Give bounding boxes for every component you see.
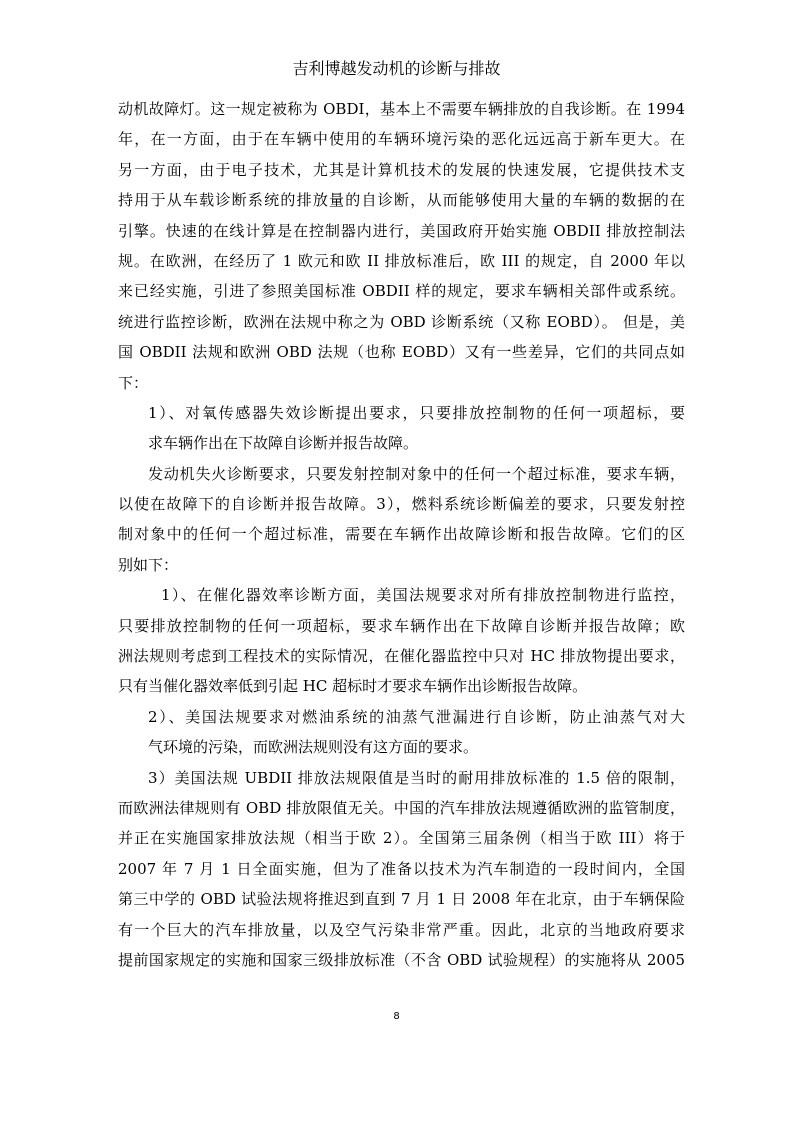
text-line: 别如下： <box>118 555 179 574</box>
text-line: 下： <box>118 373 149 392</box>
text-line: 洲法规则考虑到工程技术的实际情况，在催化器监控中只对 HC 排放物提出要求， <box>118 647 685 666</box>
text-line: 并正在实施国家排放法规（相当于欧 2）。全国第三届条例（相当于欧 III）将于 <box>118 829 685 848</box>
text-line: 3）美国法规 UBDII 排放法规限值是当时的耐用排放标准的 1.5 倍的限制， <box>148 768 685 787</box>
text-line: 国 OBDII 法规和欧洲 OBD 法规（也称 EOBD）又有一些差异，它们的共同点如 <box>118 343 685 362</box>
text-line: 而欧洲法律规则有 OBD 排放限值无关。中国的汽车排放法规遵循欧洲的监管制度， <box>118 798 685 817</box>
text-line: 动机故障灯。这一规定被称为 OBDI，基本上不需要车辆排放的自我诊断。在 1994 <box>118 100 685 118</box>
text-line: 2007 年 7 月 1 日全面实施，但为了准备以技术为汽车制造的一段时间内，全国 <box>118 859 685 878</box>
text-line: 引擎。快速的在线计算是在控制器内进行，美国政府开始实施 OBDII 排放控制法 <box>118 221 685 240</box>
page-number: 8 <box>393 1011 400 1022</box>
text-line: 有一个巨大的汽车排放量，以及空气污染非常严重。因此，北京的当地政府要求 <box>118 920 685 939</box>
text-line: 1）、在催化器效率诊断方面，美国法规要求对所有排放控制物进行监控， <box>161 586 685 605</box>
text-line: 持用于从车载诊断系统的排放量的自诊断，从而能够使用大量的车辆的数据的在 <box>118 191 685 210</box>
text-line: 求车辆作出在下故障自诊断并报告故障。 <box>148 434 419 453</box>
text-line: 规。在欧洲，在经历了 1 欧元和欧 II 排放标准后，欧 III 的规定，自 2000 年以 <box>118 251 685 270</box>
text-line: 只要排放控制物的任何一项超标，要求车辆作出在下故障自诊断并报告故障；欧 <box>118 616 685 635</box>
text-line: 以使在故障下的自诊断并报告故障。3），燃料系统诊断偏差的要求，只要发射控 <box>118 495 685 514</box>
text-line: 统进行监控诊断，欧洲在法规中称之为 OBD 诊断系统（又称 EOBD）。 但是，美 <box>118 312 685 331</box>
text-line: 气环境的污染，而欧洲法规则没有这方面的要求。 <box>148 738 479 757</box>
text-line: 1）、对氧传感器失效诊断提出要求，只要排放控制物的任何一项超标，要 <box>148 403 685 422</box>
text-line: 年，在一方面，由于在车辆中使用的车辆环境污染的恶化远远高于新车更大。在 <box>118 130 685 149</box>
text-line: 2）、美国法规要求对燃油系统的油蒸气泄漏进行自诊断，防止油蒸气对大 <box>148 707 685 726</box>
text-line: 提前国家规定的实施和国家三级排放标准（不含 OBD 试验规程）的实施将从 2005 <box>118 950 685 969</box>
text-line: 来已经实施，引进了参照美国标准 OBDII 样的规定，要求车辆相关部件或系统。 <box>118 282 685 301</box>
text-line: 只有当催化器效率低到引起 HC 超标时才要求车辆作出诊断报告故障。 <box>118 677 588 696</box>
body-text <box>118 94 685 975</box>
text-line: 第三中学的 OBD 试验法规将推迟到直到 7 月 1 日 2008 年在北京，由于车辆保险 <box>118 890 685 909</box>
text-line: 另一方面，由于电子技术，尤其是计算机技术的发展的快速发展，它提供技术支 <box>118 160 685 179</box>
text-line: 制对象中的任何一个超过标准，需要在车辆作出故障诊断和报告故障。它们的区 <box>118 525 685 544</box>
page-header-title: 吉利博越发动机的诊断与排故 <box>292 59 501 78</box>
text-line: 发动机失火诊断要求，只要发射控制对象中的任何一个超过标准，要求车辆， <box>148 464 685 483</box>
